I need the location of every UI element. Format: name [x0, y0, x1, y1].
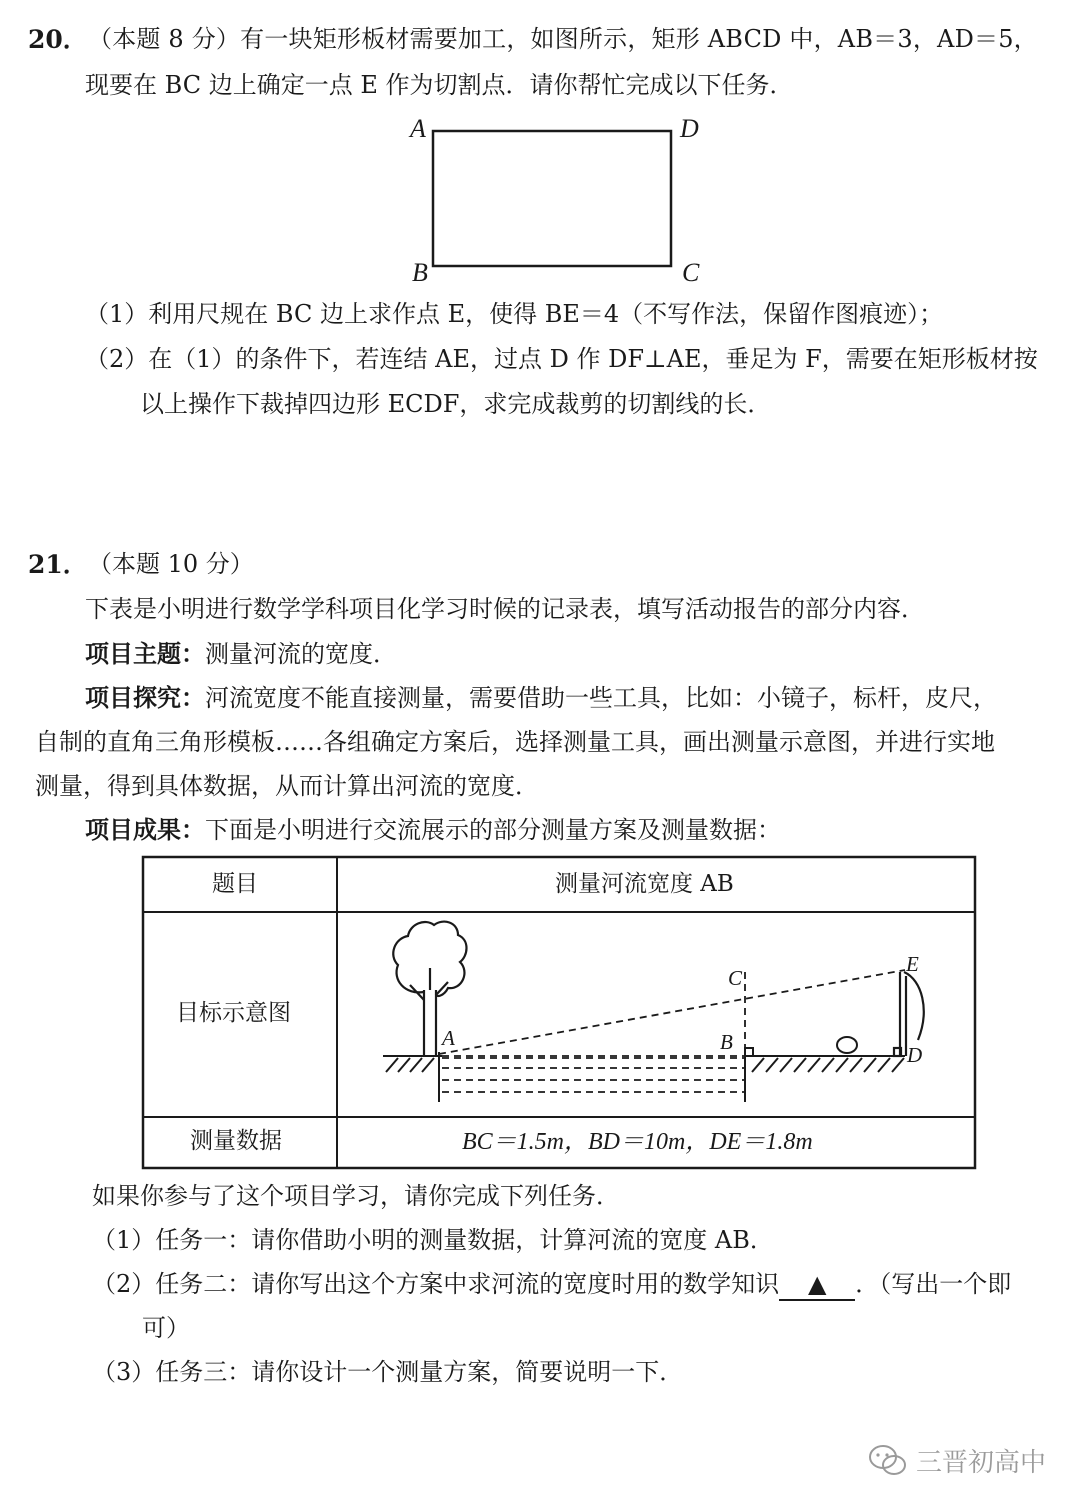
q20-label-d: D: [680, 114, 699, 143]
q21-explore-line2: 自制的直角三角形模板……各组确定方案后，选择测量工具，画出测量示意图，并进行实地: [35, 728, 995, 756]
q21-prompt: 如果你参与了这个项目学习，请你完成下列任务．: [92, 1182, 620, 1210]
watermark: [868, 1442, 1046, 1479]
q21-task2-text: （2）任务二：请你写出这个方案中求河流的宽度时用的数学知识: [92, 1270, 780, 1298]
q20-number: 20．: [28, 25, 88, 54]
q21-result-text: 下面是小明进行交流展示的部分测量方案及测量数据：: [205, 816, 781, 844]
q21-task1: （1）任务一：请你借助小明的测量数据，计算河流的宽度 AB．: [92, 1226, 774, 1254]
q21-result-label: 项目成果：: [85, 815, 205, 844]
watermark-text: 三晋初高中: [916, 1448, 1047, 1478]
q21-task2-line1: [92, 1270, 1011, 1301]
q21-header: （本题 10 分）: [88, 550, 254, 578]
q20-label-c: C: [682, 258, 700, 287]
river-lines: [439, 970, 905, 1092]
q20-task2-line1: （2）在（1）的条件下，若连结 AE，过点 D 作 DF⊥AE，垂足为 F，需要在矩形板材按: [85, 345, 1038, 373]
q21-task2-line2: 可）: [142, 1314, 190, 1342]
ground-left: [383, 1052, 442, 1102]
q21-intro: 下表是小明进行数学学科项目化学习时候的记录表，填写活动报告的部分内容．: [85, 595, 925, 623]
table-row3-label: 测量数据: [190, 1128, 282, 1154]
q21-task2-tail: ．（写出一个即: [855, 1270, 1012, 1298]
table-row2-label: 目标示意图: [176, 1000, 291, 1026]
diagram-label-d: D: [907, 1043, 923, 1067]
diagram-label-c: C: [728, 966, 743, 990]
ground-right: [745, 1048, 905, 1102]
q20-task2-line2: 以上操作下裁掉四边形 ECDF，求完成裁剪的切割线的长．: [140, 390, 772, 418]
answer-blank[interactable]: ▲: [779, 1270, 855, 1301]
q21-number: 21．: [28, 550, 88, 579]
wechat-icon: [868, 1444, 908, 1478]
table-row1-value: 测量河流宽度 AB: [555, 871, 734, 897]
q21-explore-line3: 测量，得到具体数据，从而计算出河流的宽度．: [35, 772, 539, 800]
q20-header: （本题 8 分）有一块矩形板材需要加工，如图所示，矩形 ABCD 中，AB＝3，AD＝5，: [88, 25, 1038, 53]
diagram-label-a: A: [442, 1026, 455, 1050]
diagram-label-e: E: [906, 952, 919, 976]
q21-explore-line1: 河流宽度不能直接测量，需要借助一些工具，比如：小镜子，标杆，皮尺，: [205, 684, 997, 712]
q21-theme-text: 测量河流的宽度．: [205, 640, 397, 668]
q20-label-a: A: [410, 114, 426, 143]
q20-line2: 现要在 BC 边上确定一点 E 作为切割点．请你帮忙完成以下任务．: [85, 71, 794, 99]
q20-task1: （1）利用尺规在 BC 边上求作点 E，使得 BE＝4（不写作法，保留作图痕迹）；: [85, 300, 944, 328]
diagram-label-b: B: [720, 1030, 733, 1054]
q21-task3: （3）任务三：请你设计一个测量方案，简要说明一下．: [92, 1358, 684, 1386]
stone-icon: [837, 1037, 857, 1053]
q21-explore-label: 项目探究：: [85, 683, 205, 712]
table-row1-label: 题目: [212, 871, 258, 897]
tree-illustration: [393, 922, 466, 1055]
q20-label-b: B: [412, 258, 428, 287]
table-row3-value: BC＝1.5m，BD＝10m，DE＝1.8m: [462, 1129, 813, 1155]
q21-theme-label: 项目主题：: [85, 639, 205, 668]
